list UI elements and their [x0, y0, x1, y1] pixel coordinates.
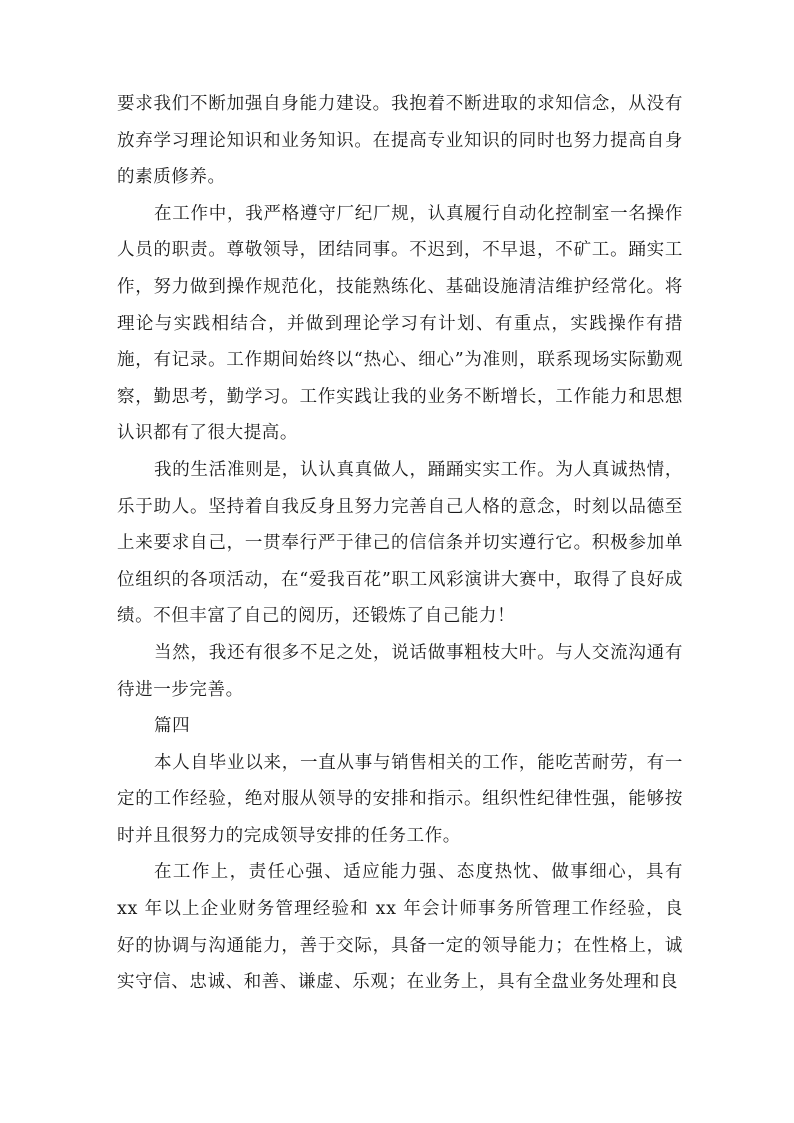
paragraph-1: 要求我们不断加强自身能力建设。我抱着不断进取的求知信念，从没有放弃学习理论知识和业务知识。在提高专业知识的同时也努力提高自身的素质修养。: [117, 94, 683, 188]
paragraph-4: 当然，我还有很多不足之处，说话做事粗枝大叶。与人交流沟通有待进一步完善。: [117, 642, 683, 700]
paragraph-3: 我的生活准则是，认认真真做人，踊踊实实工作。为人真诚热情，乐于助人。坚持着自我反身且努力完善自己人格的意念，时刻以品德至上来要求自己，一贯奉行严于律己的信信条并切实遵行它。积极参加单位组织的各项活动，在“爱我百花”职工风彩演讲大赛中，取得了良好成绩。不但丰富了自己的阅历，还锻炼了自己能力！: [117, 459, 683, 627]
section-heading: 篇四: [154, 716, 191, 737]
paragraph-2: 在工作中，我严格遵守厂纪厂规，认真履行自动化控制室一名操作人员的职责。尊敬领导，团结同事。不迟到，不早退，不矿工。踊实工作，努力做到操作规范化，技能熟练化、基础设施清洁维护经常化。将理论与实践相结合，并做到理论学习有计划、有重点，实践操作有措施，有记录。工作期间始终以“热心、细心”为准则，联系现场实际勤观察，勤思考，勤学习。工作实践让我的业务不断增长，工作能力和思想认识都有了很大提高。: [117, 203, 683, 444]
paragraph-5: 本人自毕业以来，一直从事与销售相关的工作，能吃苦耐劳，有一定的工作经验，绝对服从领导的安排和指示。组织性纪律性强，能够按时并且很努力的完成领导安排的任务工作。: [117, 752, 683, 846]
paragraph-6: 在工作上，责任心强、适应能力强、态度热忱、做事细心，具有 xx 年以上企业财务管理经验和 xx 年会计师事务所管理工作经验，良好的协调与沟通能力，善于交际，具备一定的领导能力；在性格上，诚实守信、忠诚、和善、谦虚、乐观；在业务上，具有全盘业务处理和良: [117, 862, 683, 993]
document-body: [117, 86, 683, 1001]
